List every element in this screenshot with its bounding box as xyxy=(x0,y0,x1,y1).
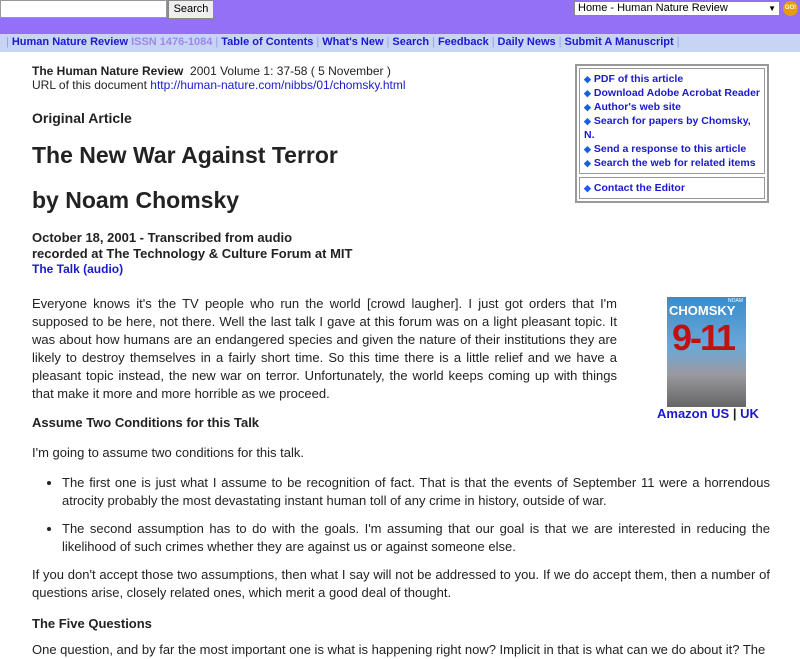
cover-title: CHOMSKY xyxy=(669,303,736,318)
send-response-link[interactable]: Send a response to this article xyxy=(593,143,747,155)
acrobat-link[interactable]: Download Adobe Acrobat Reader xyxy=(593,87,760,99)
nav-table-of-contents[interactable]: Table of Contents xyxy=(221,36,314,48)
contact-editor-link[interactable]: Contact the Editor xyxy=(593,182,685,194)
search-papers-link[interactable]: Search for papers by Chomsky, N. xyxy=(584,115,751,141)
go-button[interactable]: GO! xyxy=(783,1,798,16)
journal-name: The Human Nature Review xyxy=(32,64,184,78)
page-title: The New War Against Terror xyxy=(32,142,338,168)
search-web-link[interactable]: Search the web for related items xyxy=(593,157,756,169)
list-item: • The second assumption has to do with the goals. I'm assuming that our goal is that we are interested in reducing the likelihood of such crimes whether they are against us or against someone else. xyxy=(62,520,770,556)
diamond-icon: ◆ xyxy=(584,183,591,193)
nav-feedback[interactable]: Feedback xyxy=(437,36,489,48)
venue-line: recorded at The Technology & Culture Forum at MIT xyxy=(32,246,353,261)
issue-details: 2001 Volume 1: 37-58 ( 5 November ) xyxy=(190,64,391,78)
diamond-icon: ◆ xyxy=(584,102,591,112)
paragraph: If you don't accept those two assumptions, then what I say will not be addressed to you. If we do accept them, then a number of questions arise, closely related ones, which merit a good deal of thought. xyxy=(32,567,770,600)
assumption-list xyxy=(32,474,770,556)
cover-number: 9-11 xyxy=(672,317,735,358)
paragraph: Everyone knows it's the TV people who run the world [crowd laugher]. I just got orders that I'm supposed to be here, not there. Well the last talk I gave at this forum was on a light pleasant topic. It was about how humans are an endangered species and given the nature of their institutions they are likely to destroy themselves in a fairly short time. So this time there is a little relief and we have a pleasant topic instead, the new war on terror. Unfortunately, the world keeps coming up with things that make it more and more horrible as we proceed. xyxy=(32,296,617,401)
date-line: October 18, 2001 - Transcribed from audio xyxy=(32,230,293,245)
diamond-icon: ◆ xyxy=(584,144,591,154)
cover-author: NOAM xyxy=(728,298,743,304)
nav-submit-manuscript[interactable]: Submit A Manuscript xyxy=(564,36,674,48)
paragraph: One question, and by far the most important one is what is happening right now? Implicit in that is what can we do about it? The xyxy=(32,642,766,657)
nav-home[interactable]: Human Nature Review xyxy=(11,36,129,48)
issn: ISSN 1476-1084 xyxy=(131,36,213,48)
diamond-icon: ◆ xyxy=(584,116,591,126)
section-heading: The Five Questions xyxy=(32,616,152,631)
paragraph: I'm going to assume two conditions for this talk. xyxy=(32,445,304,460)
dropdown-arrow-icon: ▼ xyxy=(768,4,776,13)
book-cover-image[interactable] xyxy=(667,297,746,407)
article-type: Original Article xyxy=(32,110,132,126)
nav-bar: | Human Nature Review ISSN 1476-1084 | Table of Contents | What's New | Search | Feedback | Daily News | Submit A Manuscript | xyxy=(0,34,800,52)
separator: | xyxy=(732,406,737,421)
article-tools-box xyxy=(575,64,769,203)
amazon-uk-link[interactable]: UK xyxy=(740,406,759,421)
diamond-icon: ◆ xyxy=(584,88,591,98)
list-item: • The first one is just what I assume to be recognition of fact. That is that the events of September 11 were a horrendous atrocity probably the most devastating instant human toll of any crime in history, outside of war. xyxy=(62,474,770,510)
url-label: URL of this document xyxy=(32,78,147,92)
nav-daily-news[interactable]: Daily News xyxy=(497,36,556,48)
byline: by Noam Chomsky xyxy=(32,187,240,213)
search-button[interactable]: Search xyxy=(168,0,214,19)
site-select-value: Home - Human Nature Review xyxy=(578,2,728,14)
document-url-link[interactable]: http://human-nature.com/nibbs/01/chomsky.html xyxy=(150,78,406,92)
amazon-us-link[interactable]: Amazon US xyxy=(657,406,730,421)
top-bar xyxy=(0,0,800,34)
diamond-icon: ◆ xyxy=(584,158,591,168)
section-heading: Assume Two Conditions for this Talk xyxy=(32,415,260,430)
author-site-link[interactable]: Author's web site xyxy=(593,101,682,113)
nav-search[interactable]: Search xyxy=(392,36,430,48)
diamond-icon: ◆ xyxy=(584,74,591,84)
nav-whats-new[interactable]: What's New xyxy=(322,36,384,48)
search-input[interactable] xyxy=(0,0,167,18)
site-select[interactable] xyxy=(574,1,780,16)
audio-link[interactable]: The Talk (audio) xyxy=(32,262,124,276)
pdf-link[interactable]: PDF of this article xyxy=(593,73,684,85)
